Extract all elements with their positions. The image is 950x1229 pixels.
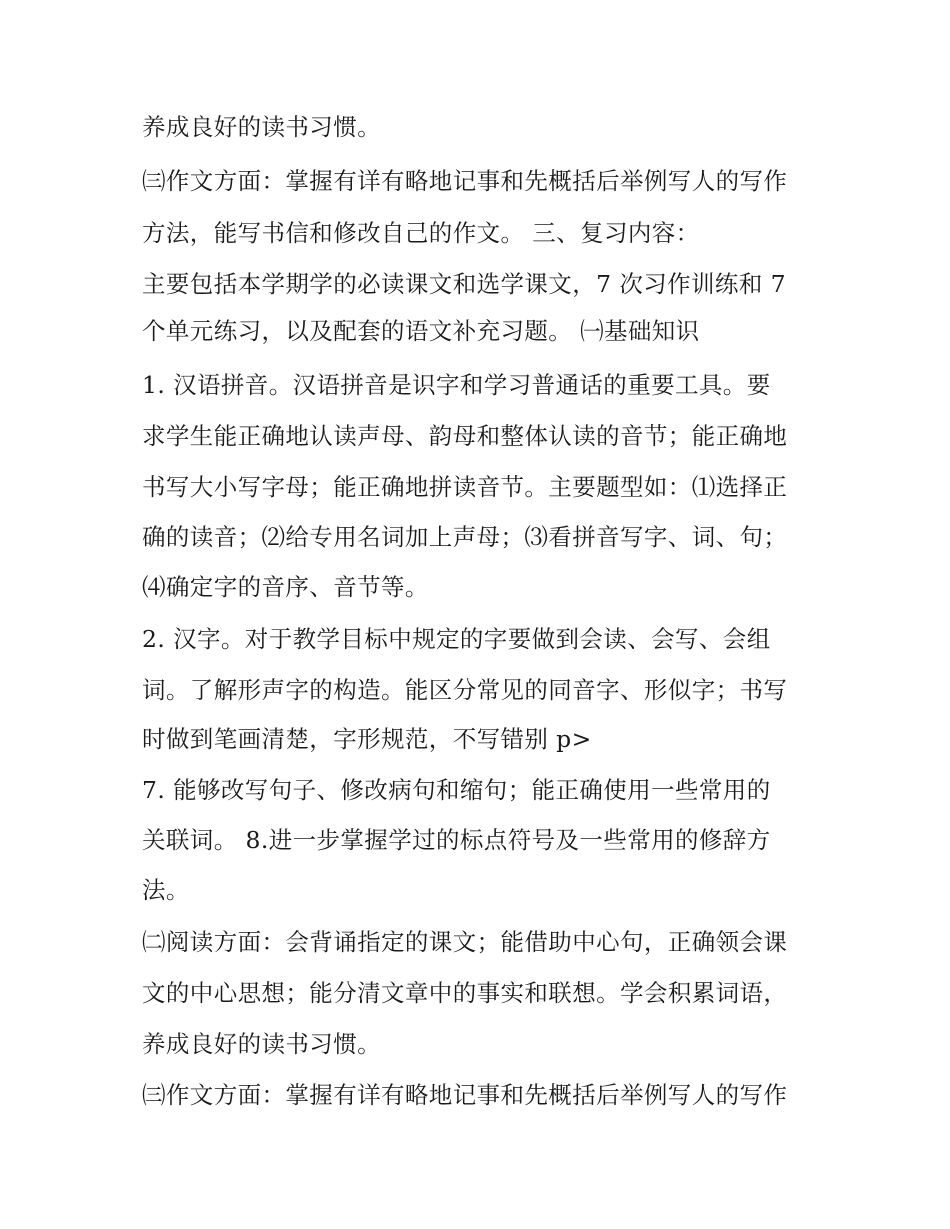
- text-line: 关联词。 8.进一步掌握学过的标点符号及一些常用的修辞方: [142, 826, 771, 854]
- text-line: 法。: [142, 876, 190, 904]
- text-line: 确的读音；⑵给专用名词加上声母；⑶看拼音写字、词、句；: [142, 523, 788, 551]
- text-line: 个单元练习，以及配套的语文补充习题。 ㈠基础知识: [142, 317, 700, 345]
- text-line: 主要包括本学期学的必读课文和选学课文，7 次习作训练和 7: [142, 270, 786, 298]
- text-line: 2. 汉字。对于教学目标中规定的字要做到会读、会写、会组: [142, 625, 771, 653]
- text-line: 7. 能够改写句子、修改病句和缩句；能正确使用一些常用的: [142, 776, 771, 804]
- text-line: 1. 汉语拼音。汉语拼音是识字和学习普通话的重要工具。要: [142, 371, 771, 399]
- text-line: 养成良好的读书习惯。: [142, 113, 381, 141]
- text-line: ㈢作文方面：掌握有详有略地记事和先概括后举例写人的写作: [142, 167, 788, 195]
- text-line: 求学生能正确地认读声母、韵母和整体认读的音节；能正确地: [142, 422, 788, 450]
- text-line: 方法，能写书信和修改自己的作文。 三、复习内容：: [142, 219, 700, 247]
- text-line: 书写大小写字母；能正确地拼读音节。主要题型如：⑴选择正: [142, 473, 788, 501]
- text-line: ⑷确定字的音序、音节等。: [142, 573, 429, 601]
- text-line: 时做到笔画清楚，字形规范，不写错别 p>: [142, 725, 592, 753]
- text-line: ㈡阅读方面：会背诵指定的课文；能借助中心句，正确领会课: [142, 928, 788, 956]
- text-line: ㈢作文方面：掌握有详有略地记事和先概括后举例写人的写作: [142, 1081, 788, 1109]
- text-line: 文的中心思想；能分清文章中的事实和联想。学会积累词语，: [142, 979, 788, 1007]
- text-line: 养成良好的读书习惯。: [142, 1030, 381, 1058]
- text-line: 词。了解形声字的构造。能区分常见的同音字、形似字；书写: [142, 676, 788, 704]
